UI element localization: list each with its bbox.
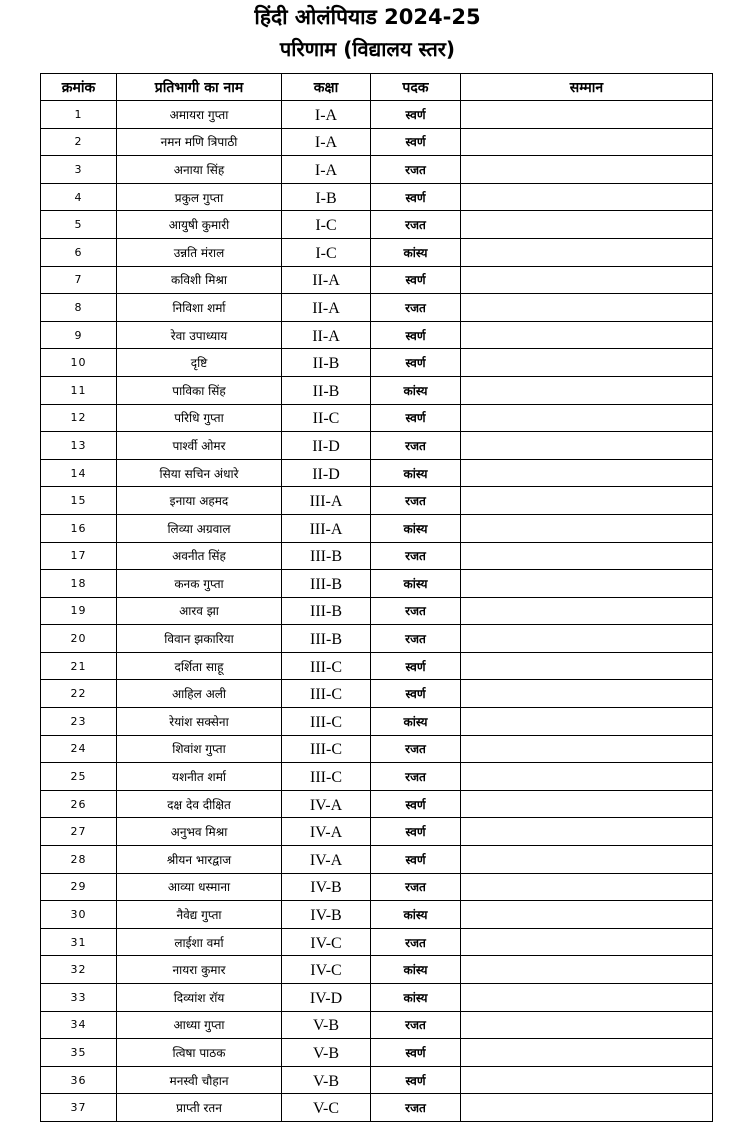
medal-cell: रजत	[371, 763, 461, 791]
table-row	[41, 984, 713, 1012]
table-row	[41, 570, 713, 598]
serial-number-cell: 15	[41, 487, 117, 515]
medal-cell: स्वर्ण	[371, 128, 461, 156]
medal-cell: स्वर्ण	[371, 818, 461, 846]
table-row	[41, 266, 713, 294]
award-cell	[461, 735, 713, 763]
award-cell	[461, 459, 713, 487]
medal-cell: रजत	[371, 432, 461, 460]
class-cell: I-A	[282, 128, 371, 156]
award-cell	[461, 625, 713, 653]
award-cell	[461, 349, 713, 377]
table-row	[41, 652, 713, 680]
serial-number-cell: 30	[41, 901, 117, 929]
medal-cell: स्वर्ण	[371, 321, 461, 349]
serial-number-cell: 3	[41, 156, 117, 184]
award-cell	[461, 818, 713, 846]
participant-name-cell: अनुभव मिश्रा	[117, 818, 282, 846]
award-cell	[461, 183, 713, 211]
participant-name-cell: प्रकुल गुप्ता	[117, 183, 282, 211]
award-cell	[461, 514, 713, 542]
award-cell	[461, 1039, 713, 1067]
table-row	[41, 156, 713, 184]
class-cell: III-C	[282, 652, 371, 680]
award-cell	[461, 901, 713, 929]
serial-number-cell: 16	[41, 514, 117, 542]
participant-name-cell: विवान झकारिया	[117, 625, 282, 653]
class-cell: III-C	[282, 735, 371, 763]
class-cell: IV-B	[282, 901, 371, 929]
table-row	[41, 487, 713, 515]
participant-name-cell: नैवेद्य गुप्ता	[117, 901, 282, 929]
serial-number-cell: 24	[41, 735, 117, 763]
table-row	[41, 128, 713, 156]
class-cell: II-A	[282, 266, 371, 294]
serial-number-cell: 7	[41, 266, 117, 294]
class-cell: II-A	[282, 321, 371, 349]
participant-name-cell: इनाया अहमद	[117, 487, 282, 515]
serial-number-cell: 22	[41, 680, 117, 708]
header-row	[41, 74, 713, 101]
serial-number-cell: 19	[41, 597, 117, 625]
table-row	[41, 790, 713, 818]
class-cell: V-B	[282, 1066, 371, 1094]
column-header-medal: पदक	[371, 74, 461, 101]
award-cell	[461, 763, 713, 791]
serial-number-cell: 33	[41, 984, 117, 1012]
medal-cell: स्वर्ण	[371, 846, 461, 874]
table-row	[41, 1039, 713, 1067]
participant-name-cell: नमन मणि त्रिपाठी	[117, 128, 282, 156]
class-cell: IV-C	[282, 928, 371, 956]
class-cell: I-C	[282, 211, 371, 239]
class-cell: V-B	[282, 1011, 371, 1039]
participant-name-cell: अवनीत सिंह	[117, 542, 282, 570]
table-row	[41, 597, 713, 625]
participant-name-cell: पाविका सिंह	[117, 376, 282, 404]
medal-cell: रजत	[371, 873, 461, 901]
participant-name-cell: दिव्यांश रॉय	[117, 984, 282, 1012]
medal-cell: स्वर्ण	[371, 652, 461, 680]
table-row	[41, 1094, 713, 1122]
award-cell	[461, 211, 713, 239]
participant-name-cell: रेयांश सक्सेना	[117, 708, 282, 736]
class-cell: III-A	[282, 487, 371, 515]
award-cell	[461, 487, 713, 515]
award-cell	[461, 238, 713, 266]
serial-number-cell: 12	[41, 404, 117, 432]
medal-cell: कांस्य	[371, 901, 461, 929]
table-row	[41, 211, 713, 239]
serial-number-cell: 2	[41, 128, 117, 156]
serial-number-cell: 1	[41, 101, 117, 129]
column-header-award: सम्मान	[461, 74, 713, 101]
participant-name-cell: निविशा शर्मा	[117, 294, 282, 322]
award-cell	[461, 294, 713, 322]
table-row	[41, 294, 713, 322]
class-cell: III-C	[282, 708, 371, 736]
award-cell	[461, 652, 713, 680]
medal-cell: रजत	[371, 487, 461, 515]
medal-cell: रजत	[371, 1011, 461, 1039]
participant-name-cell: मनस्वी चौहान	[117, 1066, 282, 1094]
table-row	[41, 238, 713, 266]
column-header-serial: क्रमांक	[41, 74, 117, 101]
serial-number-cell: 37	[41, 1094, 117, 1122]
medal-cell: रजत	[371, 211, 461, 239]
participant-name-cell: आयुषी कुमारी	[117, 211, 282, 239]
serial-number-cell: 21	[41, 652, 117, 680]
award-cell	[461, 266, 713, 294]
medal-cell: स्वर्ण	[371, 1039, 461, 1067]
medal-cell: रजत	[371, 294, 461, 322]
award-cell	[461, 570, 713, 598]
table-row	[41, 404, 713, 432]
serial-number-cell: 23	[41, 708, 117, 736]
class-cell: II-A	[282, 294, 371, 322]
document-subtitle: परिणाम (विद्यालय स्तर)	[279, 37, 456, 61]
class-cell: IV-A	[282, 790, 371, 818]
table-row	[41, 514, 713, 542]
medal-cell: रजत	[371, 1094, 461, 1122]
class-cell: IV-D	[282, 984, 371, 1012]
column-header-name: प्रतिभागी का नाम	[117, 74, 282, 101]
serial-number-cell: 20	[41, 625, 117, 653]
medal-cell: स्वर्ण	[371, 404, 461, 432]
award-cell	[461, 873, 713, 901]
document-title: हिंदी ओलंपियाड 2024-25	[254, 5, 481, 29]
medal-cell: कांस्य	[371, 984, 461, 1012]
participant-name-cell: नायरा कुमार	[117, 956, 282, 984]
award-cell	[461, 928, 713, 956]
class-cell: IV-C	[282, 956, 371, 984]
medal-cell: रजत	[371, 928, 461, 956]
medal-cell: स्वर्ण	[371, 101, 461, 129]
serial-number-cell: 32	[41, 956, 117, 984]
serial-number-cell: 5	[41, 211, 117, 239]
participant-name-cell: लाईशा वर्मा	[117, 928, 282, 956]
serial-number-cell: 9	[41, 321, 117, 349]
serial-number-cell: 31	[41, 928, 117, 956]
award-cell	[461, 321, 713, 349]
participant-name-cell: आध्या गुप्ता	[117, 1011, 282, 1039]
medal-cell: रजत	[371, 542, 461, 570]
serial-number-cell: 10	[41, 349, 117, 377]
participant-name-cell: सिया सचिन अंधारे	[117, 459, 282, 487]
serial-number-cell: 34	[41, 1011, 117, 1039]
award-cell	[461, 542, 713, 570]
medal-cell: रजत	[371, 735, 461, 763]
serial-number-cell: 26	[41, 790, 117, 818]
medal-cell: स्वर्ण	[371, 790, 461, 818]
table-row	[41, 542, 713, 570]
serial-number-cell: 25	[41, 763, 117, 791]
class-cell: I-B	[282, 183, 371, 211]
medal-cell: स्वर्ण	[371, 349, 461, 377]
table-row	[41, 459, 713, 487]
serial-number-cell: 27	[41, 818, 117, 846]
table-row	[41, 321, 713, 349]
results-table	[40, 73, 713, 1122]
medal-cell: कांस्य	[371, 376, 461, 404]
class-cell: II-D	[282, 432, 371, 460]
participant-name-cell: अमायरा गुप्ता	[117, 101, 282, 129]
class-cell: III-A	[282, 514, 371, 542]
table-row	[41, 625, 713, 653]
column-header-class: कक्षा	[282, 74, 371, 101]
class-cell: V-B	[282, 1039, 371, 1067]
serial-number-cell: 14	[41, 459, 117, 487]
participant-name-cell: रेवा उपाध्याय	[117, 321, 282, 349]
participant-name-cell: यशनीत शर्मा	[117, 763, 282, 791]
serial-number-cell: 18	[41, 570, 117, 598]
participant-name-cell: श्रीयन भारद्वाज	[117, 846, 282, 874]
class-cell: IV-B	[282, 873, 371, 901]
award-cell	[461, 101, 713, 129]
table-row	[41, 735, 713, 763]
participant-name-cell: परिधि गुप्ता	[117, 404, 282, 432]
table-row	[41, 873, 713, 901]
participant-name-cell: दृष्टि	[117, 349, 282, 377]
medal-cell: कांस्य	[371, 514, 461, 542]
award-cell	[461, 1011, 713, 1039]
table-row	[41, 928, 713, 956]
table-row	[41, 101, 713, 129]
table-row	[41, 901, 713, 929]
class-cell: III-C	[282, 763, 371, 791]
award-cell	[461, 1094, 713, 1122]
award-cell	[461, 680, 713, 708]
participant-name-cell: उन्नति मंराल	[117, 238, 282, 266]
award-cell	[461, 1066, 713, 1094]
table-row	[41, 432, 713, 460]
table-row	[41, 183, 713, 211]
class-cell: II-B	[282, 349, 371, 377]
participant-name-cell: त्विषा पाठक	[117, 1039, 282, 1067]
table-body	[41, 101, 713, 1122]
serial-number-cell: 11	[41, 376, 117, 404]
class-cell: IV-A	[282, 818, 371, 846]
medal-cell: रजत	[371, 597, 461, 625]
participant-name-cell: दक्ष देव दीक्षित	[117, 790, 282, 818]
table-row	[41, 956, 713, 984]
class-cell: I-A	[282, 156, 371, 184]
award-cell	[461, 790, 713, 818]
award-cell	[461, 156, 713, 184]
table-row	[41, 763, 713, 791]
table-row	[41, 376, 713, 404]
medal-cell: कांस्य	[371, 708, 461, 736]
serial-number-cell: 28	[41, 846, 117, 874]
medal-cell: कांस्य	[371, 570, 461, 598]
award-cell	[461, 404, 713, 432]
medal-cell: कांस्य	[371, 459, 461, 487]
serial-number-cell: 35	[41, 1039, 117, 1067]
award-cell	[461, 597, 713, 625]
class-cell: III-B	[282, 597, 371, 625]
serial-number-cell: 13	[41, 432, 117, 460]
table-row	[41, 708, 713, 736]
award-cell	[461, 956, 713, 984]
participant-name-cell: प्राप्ती रतन	[117, 1094, 282, 1122]
medal-cell: स्वर्ण	[371, 266, 461, 294]
medal-cell: स्वर्ण	[371, 1066, 461, 1094]
table-row	[41, 1066, 713, 1094]
table-row	[41, 818, 713, 846]
participant-name-cell: अनाया सिंह	[117, 156, 282, 184]
participant-name-cell: पार्श्वी ओमर	[117, 432, 282, 460]
medal-cell: स्वर्ण	[371, 183, 461, 211]
participant-name-cell: दर्शिता साहू	[117, 652, 282, 680]
participant-name-cell: आहिल अली	[117, 680, 282, 708]
award-cell	[461, 128, 713, 156]
participant-name-cell: आरव झा	[117, 597, 282, 625]
participant-name-cell: शिवांश गुप्ता	[117, 735, 282, 763]
class-cell: III-B	[282, 570, 371, 598]
serial-number-cell: 17	[41, 542, 117, 570]
class-cell: III-B	[282, 625, 371, 653]
class-cell: V-C	[282, 1094, 371, 1122]
serial-number-cell: 6	[41, 238, 117, 266]
medal-cell: रजत	[371, 625, 461, 653]
participant-name-cell: कनक गुप्ता	[117, 570, 282, 598]
medal-cell: रजत	[371, 156, 461, 184]
table-row	[41, 680, 713, 708]
medal-cell: कांस्य	[371, 956, 461, 984]
serial-number-cell: 8	[41, 294, 117, 322]
serial-number-cell: 36	[41, 1066, 117, 1094]
table-row	[41, 1011, 713, 1039]
award-cell	[461, 376, 713, 404]
class-cell: I-C	[282, 238, 371, 266]
award-cell	[461, 432, 713, 460]
award-cell	[461, 984, 713, 1012]
award-cell	[461, 708, 713, 736]
medal-cell: कांस्य	[371, 238, 461, 266]
table-row	[41, 349, 713, 377]
participant-name-cell: आव्या धस्माना	[117, 873, 282, 901]
class-cell: II-B	[282, 376, 371, 404]
table-header	[41, 74, 713, 101]
medal-cell: स्वर्ण	[371, 680, 461, 708]
serial-number-cell: 29	[41, 873, 117, 901]
participant-name-cell: कविशी मिश्रा	[117, 266, 282, 294]
serial-number-cell: 4	[41, 183, 117, 211]
class-cell: I-A	[282, 101, 371, 129]
participant-name-cell: लिव्या अग्रवाल	[117, 514, 282, 542]
class-cell: II-C	[282, 404, 371, 432]
award-cell	[461, 846, 713, 874]
class-cell: III-C	[282, 680, 371, 708]
class-cell: IV-A	[282, 846, 371, 874]
class-cell: III-B	[282, 542, 371, 570]
table-row	[41, 846, 713, 874]
class-cell: II-D	[282, 459, 371, 487]
